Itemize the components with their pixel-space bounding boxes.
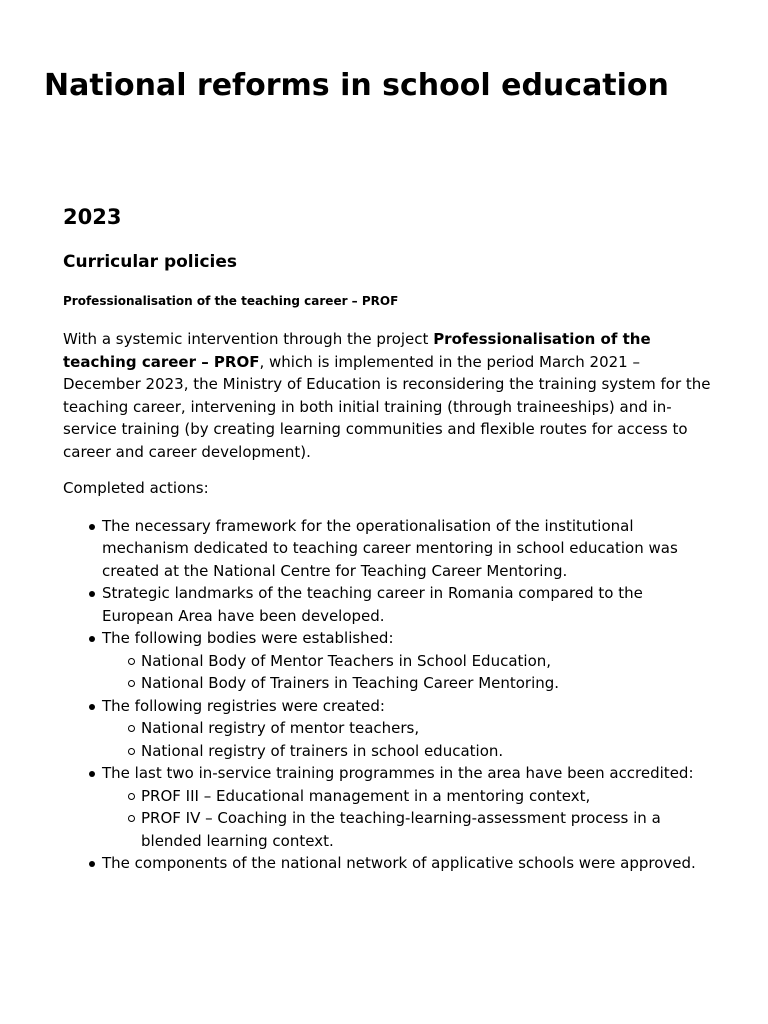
programmes-sublist	[102, 785, 711, 853]
article-content	[63, 197, 711, 875]
intro-text-end: , which is implemented in the period March 2021 – December 2023, the Ministry of Education is reconsidering the training system for the teaching career, intervening in both initial training (through traineeships) and in-service training (by creating learning communities and flexible routes for access to career and career development).	[63, 352, 711, 461]
bodies-sublist	[102, 650, 711, 695]
action-text: The following bodies were established:	[102, 629, 394, 647]
action-text: The following registries were created:	[102, 696, 385, 715]
completed-actions-label: Completed actions:	[63, 479, 209, 497]
action-text: Strategic landmarks of the teaching career in Romania compared to the European Area have been developed.	[102, 584, 643, 625]
page-title: National reforms in school education	[44, 68, 669, 103]
action-text: The last two in-service training programmes in the area have been accredited:	[102, 764, 694, 782]
sub-list-item: National Body of Mentor Teachers in School Education,	[141, 650, 711, 673]
action-text: The components of the national network of applicative schools were approved.	[102, 854, 696, 872]
sub-list-item: National Body of Trainers in Teaching Career Mentoring.	[141, 672, 711, 695]
intro-text-start: With a systemic intervention through the project	[63, 330, 434, 348]
subsection-heading: Professionalisation of the teaching career – PROF	[63, 294, 399, 308]
list-item	[102, 627, 711, 695]
list-item	[102, 515, 711, 583]
sub-list-item: National registry of trainers in school education.	[141, 740, 711, 763]
list-item	[102, 762, 711, 852]
sub-list-item: PROF IV – Coaching in the teaching-learning-assessment process in a blended learning context.	[141, 807, 711, 852]
list-item	[102, 582, 711, 627]
project-name: Professionalisation of the teaching career – PROF	[63, 330, 651, 371]
sub-list-item: National registry of mentor teachers,	[141, 717, 711, 740]
list-item	[102, 695, 711, 763]
actions-list	[63, 515, 711, 875]
intro-paragraph	[63, 328, 711, 463]
action-text: The necessary framework for the operationalisation of the institutional mechanism dedicated to teaching career mentoring in school education was created at the National Centre for Teaching Career Mentoring.	[102, 516, 678, 580]
year-heading: 2023	[63, 205, 122, 229]
list-item	[102, 852, 711, 875]
section-heading: Curricular policies	[63, 252, 238, 272]
sub-list-item: PROF III – Educational management in a mentoring context,	[141, 785, 711, 808]
registries-sublist	[102, 717, 711, 762]
